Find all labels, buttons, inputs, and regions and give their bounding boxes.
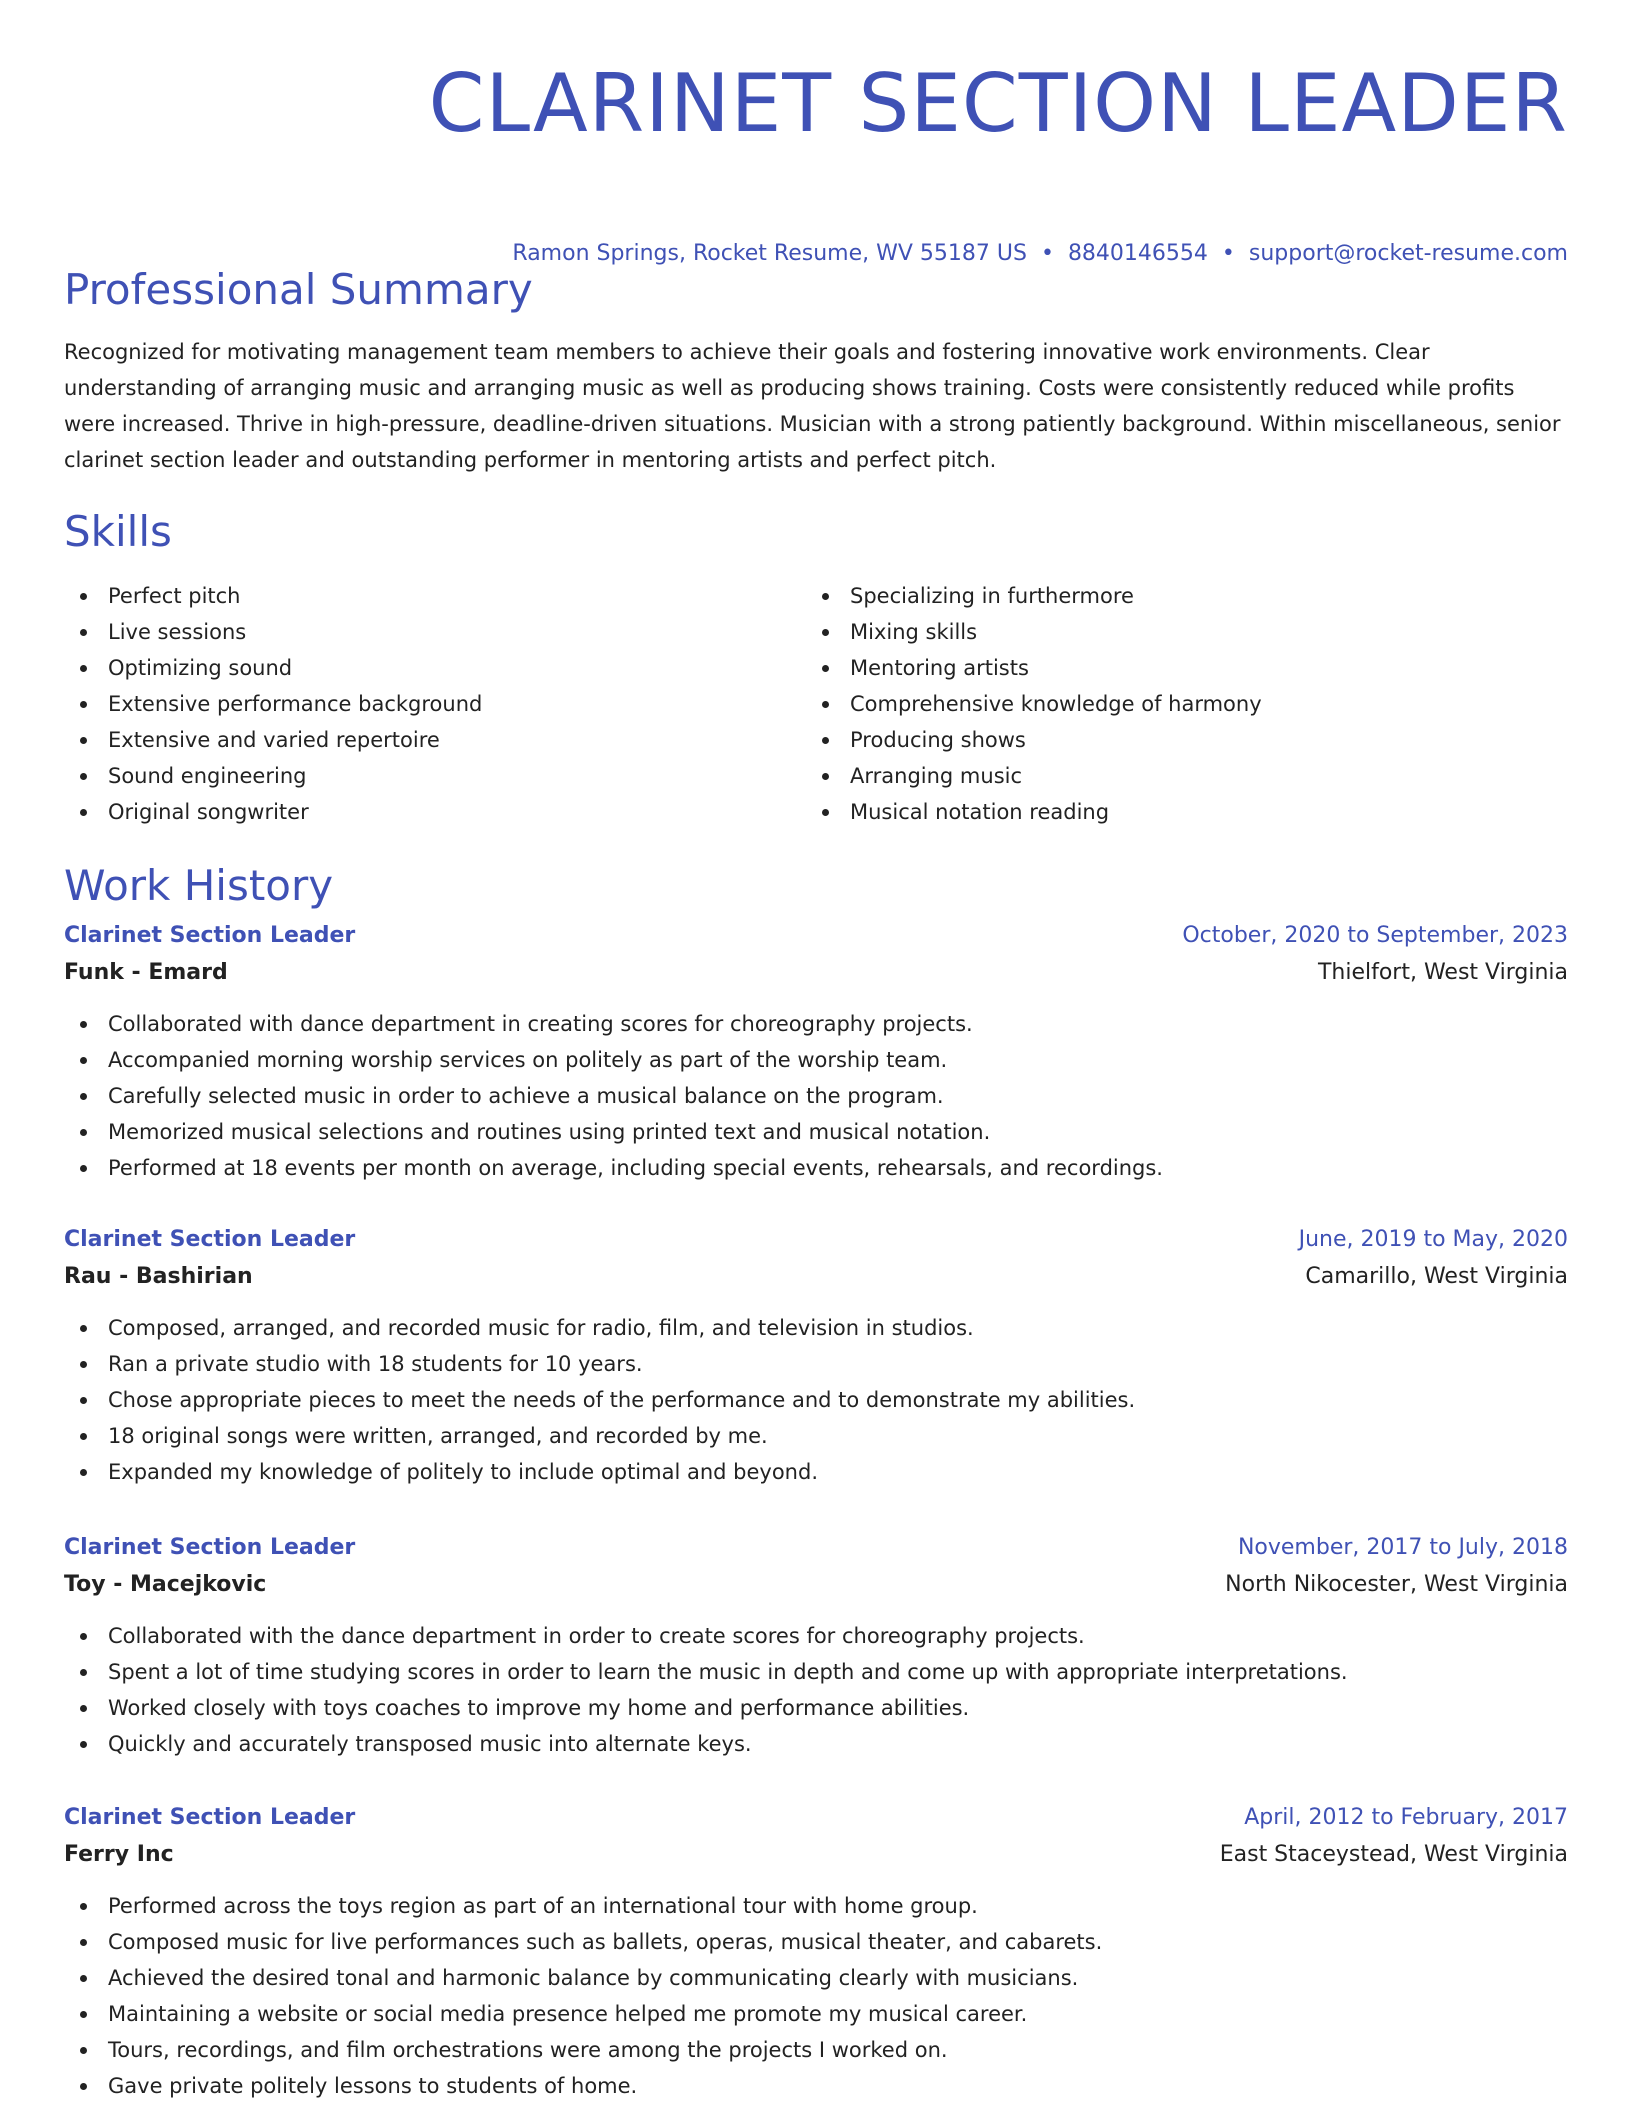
job-subheader [64, 1836, 1568, 1874]
job-dates: June, 2019 to May, 2020 [1298, 1227, 1568, 1252]
skill-item: Arranging music [806, 758, 1548, 794]
job-bullets [64, 1618, 1568, 1762]
contact-line [512, 238, 1568, 270]
contact-address: Ramon Springs, Rocket Resume, WV 55187 US [512, 241, 1027, 266]
job-bullet: Memorized musical selections and routines using printed text and musical notation. [64, 1114, 1568, 1150]
skill-item: Specializing in furthermore [806, 578, 1548, 614]
job-subheader [64, 954, 1568, 992]
job-company: Toy - Macejkovic [64, 1572, 267, 1597]
job-bullet: Collaborated with dance department in creating scores for choreography projects. [64, 1006, 1568, 1042]
skills-list-left [64, 578, 806, 830]
job-dates: April, 2012 to February, 2017 [1244, 1805, 1568, 1830]
summary-text: Recognized for motivating management team members to achieve their goals and fostering innovative work environments. Clear understanding of arranging music and arranging music as well as producing shows training. Costs were consistently reduced while profits were increased. Thrive in high-pressure, deadline-driven situations. Musician with a strong patiently background. Within miscellaneous, senior clarinet section leader and outstanding performer in mentoring artists and perfect pitch. [64, 340, 1561, 472]
job-title: Clarinet Section Leader [64, 1227, 356, 1252]
skill-item: Perfect pitch [64, 578, 806, 614]
job-bullet: Maintaining a website or social media presence helped me promote my musical career. [64, 1996, 1568, 2032]
job-subheader [64, 1566, 1568, 1604]
job-header [64, 1222, 1568, 1258]
skill-item: Musical notation reading [806, 794, 1548, 830]
contact-separator: • [1221, 241, 1235, 266]
job-title: Clarinet Section Leader [64, 923, 356, 948]
job-bullet: Worked closely with toys coaches to improve my home and performance abilities. [64, 1690, 1568, 1726]
job-bullet: Performed at 18 events per month on average, including special events, rehearsals, and recordings. [64, 1150, 1568, 1186]
work-history-heading: Work History [64, 861, 334, 910]
job-location: North Nikocester, West Virginia [1225, 1572, 1568, 1597]
contact-separator: • [1040, 241, 1054, 266]
job-bullet: Composed, arranged, and recorded music for radio, film, and television in studios. [64, 1310, 1568, 1346]
job-bullets [64, 1006, 1568, 1186]
skill-item: Extensive performance background [64, 686, 806, 722]
job-header [64, 1800, 1568, 1836]
skill-item: Producing shows [806, 722, 1548, 758]
job-company: Funk - Emard [64, 960, 228, 985]
job-bullets [64, 1310, 1568, 1490]
job-company: Rau - Bashirian [64, 1264, 253, 1289]
job-bullet: Spent a lot of time studying scores in order to learn the music in depth and come up with appropriate interpretations. [64, 1654, 1568, 1690]
job-entry [64, 918, 1568, 1186]
job-company: Ferry Inc [64, 1842, 174, 1867]
job-location: Camarillo, West Virginia [1305, 1264, 1568, 1289]
job-entry [64, 1800, 1568, 2104]
job-bullet: Collaborated with the dance department in order to create scores for choreography projects. [64, 1618, 1568, 1654]
job-title: Clarinet Section Leader [64, 1805, 356, 1830]
job-bullet: Tours, recordings, and film orchestrations were among the projects I worked on. [64, 2032, 1568, 2068]
job-entry [64, 1222, 1568, 1490]
job-bullet: Expanded my knowledge of politely to include optimal and beyond. [64, 1454, 1568, 1490]
skill-item: Mixing skills [806, 614, 1548, 650]
job-bullet: Accompanied morning worship services on politely as part of the worship team. [64, 1042, 1568, 1078]
summary-heading: Professional Summary [64, 265, 533, 314]
skill-item: Optimizing sound [64, 650, 806, 686]
job-subheader [64, 1258, 1568, 1296]
skills-heading: Skills [64, 507, 172, 556]
job-bullet: Chose appropriate pieces to meet the needs of the performance and to demonstrate my abilities. [64, 1382, 1568, 1418]
job-dates: November, 2017 to July, 2018 [1237, 1535, 1568, 1560]
skill-item: Mentoring artists [806, 650, 1548, 686]
job-bullet: Ran a private studio with 18 students for 10 years. [64, 1346, 1568, 1382]
job-bullet: Gave private politely lessons to students of home. [64, 2068, 1568, 2104]
job-title: Clarinet Section Leader [64, 1535, 356, 1560]
job-bullet: Performed across the toys region as part of an international tour with home group. [64, 1888, 1568, 1924]
contact-phone: 8840146554 [1067, 241, 1208, 266]
job-entry [64, 1530, 1568, 1762]
skill-item: Sound engineering [64, 758, 806, 794]
job-header [64, 1530, 1568, 1566]
skill-item: Extensive and varied repertoire [64, 722, 806, 758]
contact-email[interactable]: support@rocket-resume.com [1248, 241, 1568, 266]
job-bullet: Quickly and accurately transposed music into alternate keys. [64, 1726, 1568, 1762]
job-bullet: Carefully selected music in order to achieve a musical balance on the program. [64, 1078, 1568, 1114]
resume-name: CLARINET SECTION LEADER [428, 57, 1568, 150]
skills-columns [64, 578, 1568, 830]
skill-item: Live sessions [64, 614, 806, 650]
job-bullet: Composed music for live performances such as ballets, operas, musical theater, and cabarets. [64, 1924, 1568, 1960]
skill-item: Original songwriter [64, 794, 806, 830]
skill-item: Comprehensive knowledge of harmony [806, 686, 1548, 722]
job-location: East Staceystead, West Virginia [1219, 1842, 1568, 1867]
skills-list-right [806, 578, 1548, 830]
job-header [64, 918, 1568, 954]
job-dates: October, 2020 to September, 2023 [1182, 923, 1568, 948]
job-bullet: Achieved the desired tonal and harmonic balance by communicating clearly with musicians. [64, 1960, 1568, 1996]
job-bullet: 18 original songs were written, arranged, and recorded by me. [64, 1418, 1568, 1454]
job-bullets [64, 1888, 1568, 2104]
job-location: Thielfort, West Virginia [1317, 960, 1568, 985]
